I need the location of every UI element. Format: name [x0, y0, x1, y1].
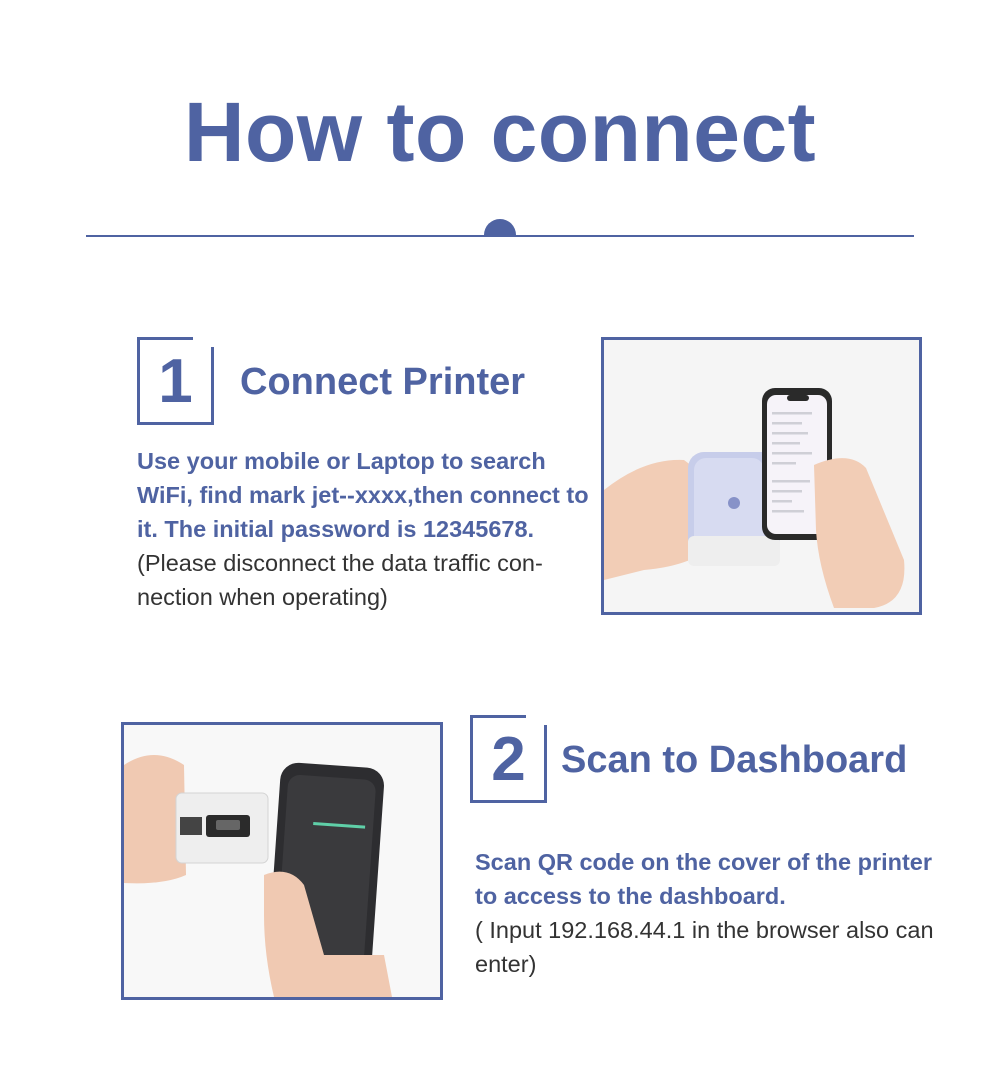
step-2-number-box — [470, 715, 547, 803]
step-2-note: ( Input 192.168.44.1 in the browser also can enter) — [475, 917, 934, 977]
step-2-instruction: Scan QR code on the cover of the printer to access to the dashboard. — [475, 849, 933, 909]
step-2-description — [475, 845, 935, 981]
step-1-number-box — [137, 337, 214, 425]
step-2-title: Scan to Dashboard — [561, 739, 908, 781]
step-2-photo — [121, 722, 443, 1000]
step-1-photo — [601, 337, 922, 615]
step-1-description — [137, 444, 597, 614]
divider-dot-icon — [484, 219, 516, 236]
step-1-number: 1 — [158, 346, 193, 416]
step-2-number: 2 — [491, 724, 526, 794]
page-title: How to connect — [183, 85, 817, 179]
step-1-title: Connect Printer — [240, 361, 526, 403]
step-1-note: (Please disconnect the data traffic con-nection when operating) — [137, 550, 543, 610]
phone-scanning-printer-qr-photo-icon — [124, 725, 440, 997]
printer-and-phone-wifi-list-photo-icon — [604, 340, 919, 612]
step-1-instruction: Use your mobile or Laptop to search WiFi, find mark jet--xxxx,then connect to it. The initial password is 12345678. — [137, 448, 589, 542]
